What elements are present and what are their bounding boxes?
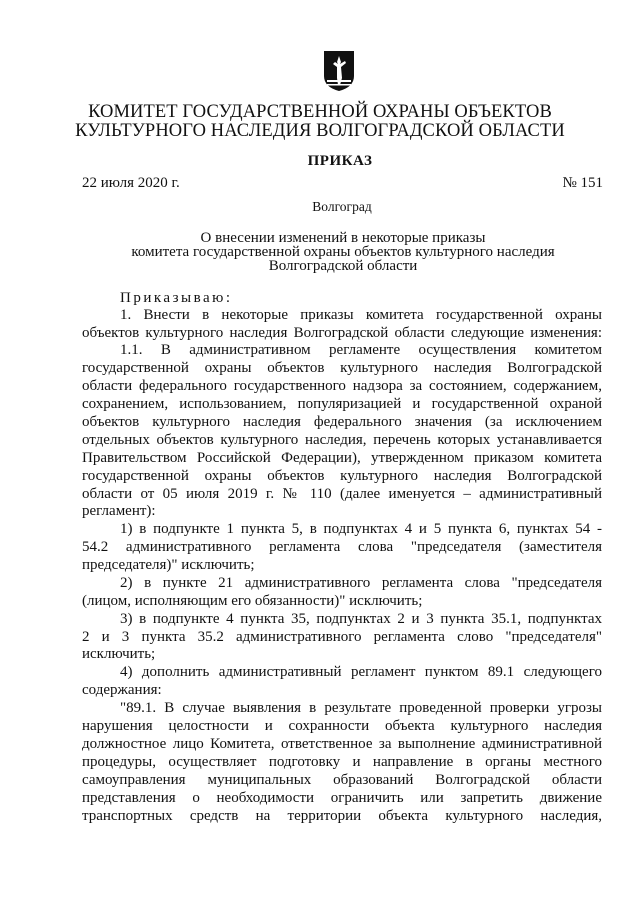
body-line: транспортных средств на территории объекта культурного наследия, (82, 808, 602, 824)
body-line: председателя)" исключить; (82, 557, 255, 573)
body-line: объектов культурного наследия федерального значения (за исключением (82, 414, 602, 430)
body-line: 1.1. В административном регламенте осуществления комитетом (120, 342, 602, 358)
order-number: № 151 (562, 175, 603, 191)
body-line: 54.2 административного регламента слова "председателя (заместителя (82, 539, 602, 555)
decree-word: Приказываю: (120, 290, 233, 306)
order-date: 22 июля 2020 г. (82, 175, 180, 191)
committee-name-line-1: КОМИТЕТ ГОСУДАРСТВЕННОЙ ОХРАНЫ ОБЪЕКТОВ (88, 102, 552, 122)
body-line: 1. Внести в некоторые приказы комитета государственной охраны (120, 307, 602, 323)
body-line: должностное лицо Комитета, ответственное за выполнение административной (82, 736, 602, 752)
body-line: самоуправления муниципальных образований Волгоградской области (82, 772, 602, 788)
body-line: (лицом, исполняющим его обязанности)" исключить; (82, 593, 423, 609)
subject-line: О внесении изменений в некоторые приказы (200, 230, 486, 246)
body-line: 2 и 3 пункта 35.2 административного регламента слово "председателя" (82, 629, 602, 645)
body-line: Правительством Российской Федерации), утвержденном приказом комитета (82, 450, 602, 466)
body-line: процедуры, осуществляет подготовку и направление в органы местного (82, 754, 602, 770)
body-line: области федерального государственного надзора за состоянием, содержанием, (82, 378, 602, 394)
volgograd-coat-of-arms-icon (323, 50, 355, 92)
body-line: сохранением, использованием, популяризацией и государственной охраной (82, 396, 602, 412)
body-line: представления о необходимости ограничить или запретить движение (82, 790, 602, 806)
body-line: 3) в подпункте 4 пункта 35, подпунктах 2 и 3 пункта 35.1, подпунктах (120, 611, 602, 627)
body-line: отдельных объектов культурного наследия, перечень которых устанавливается (82, 432, 602, 448)
committee-name-line-2: КУЛЬТУРНОГО НАСЛЕДИЯ ВОЛГОГРАДСКОЙ ОБЛАСТИ (75, 121, 565, 141)
subject-line: Волгоградской области (268, 258, 418, 274)
body-line: объектов культурного наследия Волгоградской области следующие изменения: (82, 325, 602, 341)
body-line: регламент): (82, 503, 156, 519)
body-line: 4) дополнить административный регламент пунктом 89.1 следующего (120, 664, 602, 680)
body-line: 1) в подпункте 1 пункта 5, в подпунктах 4 и 5 пункта 6, пунктах 54 - (120, 521, 602, 537)
document-type: ПРИКАЗ (307, 153, 373, 169)
body-line: государственной охраны объектов культурного наследия Волгоградской (82, 360, 602, 376)
body-line: исключить; (82, 646, 156, 662)
order-city: Волгоград (312, 199, 372, 214)
subject-line: комитета государственной охраны объектов культурного наследия (131, 244, 555, 260)
body-line: государственной охраны объектов культурного наследия Волгоградской (82, 468, 602, 484)
body-line: нарушения целостности и сохранности объекта культурного наследия (82, 718, 602, 734)
body-line: содержания: (82, 682, 162, 698)
body-line: "89.1. В случае выявления в результате проведенной проверки угрозы (120, 700, 602, 716)
body-line: области от 05 июля 2019 г. № 110 (далее именуется – административный (82, 486, 602, 502)
body-line: 2) в пункте 21 административного регламента слова "председателя (120, 575, 602, 591)
